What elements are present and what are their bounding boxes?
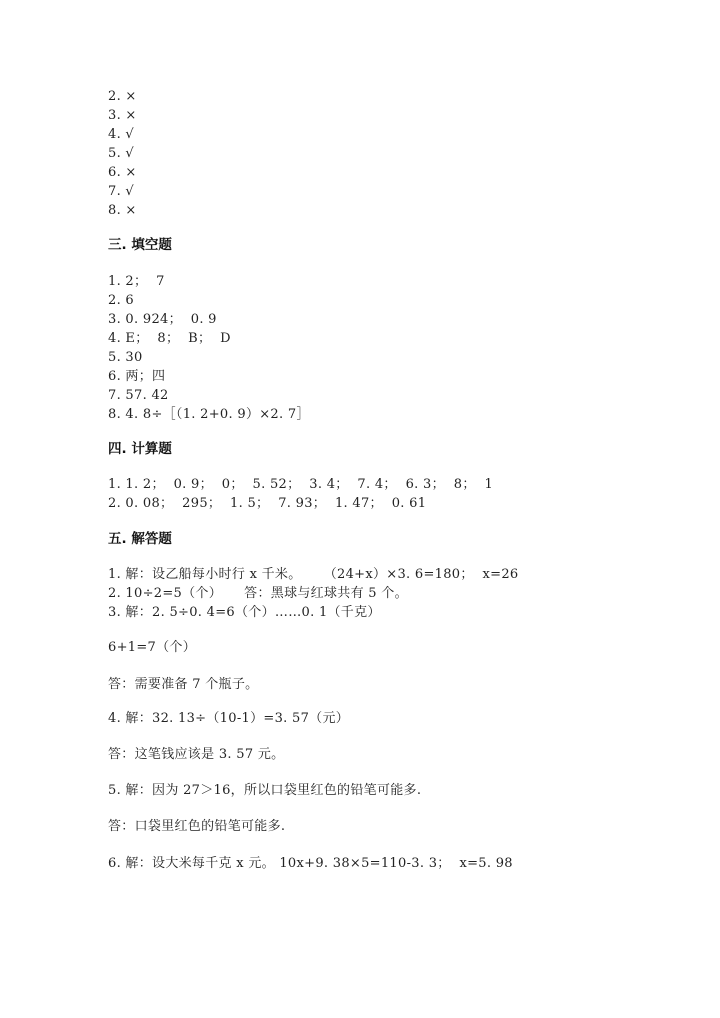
fill-answer-8: 8. 4. 8÷［（1. 2+0. 9）×2. 7］ (108, 407, 310, 422)
solution-5: 5. 解：因为 27＞16，所以口袋里红色的铅笔可能多. (108, 783, 422, 798)
section-heading-fill-blank: 三. 填空题 (108, 237, 172, 253)
judge-answer-3: 3. × (108, 108, 137, 123)
judge-answer-7: 7. √ (108, 184, 135, 199)
judge-answer-2: 2. × (108, 89, 137, 104)
judge-answer-8: 8. × (108, 203, 137, 218)
solution-6: 6. 解：设大米每千克 x 元。 10x+9. 38×5=110-3. 3； x=5. 98 (108, 856, 513, 871)
solution-1: 1. 解：设乙船每小时行 x 千米。 （24+x）×3. 6=180； x=26 (108, 567, 519, 582)
fill-answer-6: 6. 两；四 (108, 369, 166, 384)
calc-answer-1: 1. 1. 2； 0. 9； 0； 5. 52； 3. 4； 7. 4； 6. 3； 8； 1 (108, 477, 494, 492)
section-heading-word-problems: 五. 解答题 (108, 531, 172, 547)
calc-answer-2: 2. 0. 08； 295； 1. 5； 7. 93； 1. 47； 0. 61 (108, 496, 427, 511)
fill-answer-7: 7. 57. 42 (108, 388, 169, 403)
solution-5-answer: 答：口袋里红色的铅笔可能多. (108, 819, 286, 834)
fill-answer-2: 2. 6 (108, 293, 135, 308)
solution-2: 2. 10÷2=5（个） 答：黑球与红球共有 5 个。 (108, 586, 408, 601)
judge-answer-6: 6. × (108, 165, 137, 180)
judge-answer-5: 5. √ (108, 146, 135, 161)
judge-answer-4: 4. √ (108, 127, 135, 142)
fill-answer-3: 3. 0. 924； 0. 9 (108, 312, 217, 327)
solution-3-step-1: 3. 解：2. 5÷0. 4=6（个）……0. 1（千克） (108, 605, 381, 620)
solution-4: 4. 解：32. 13÷（10-1）=3. 57（元） (108, 711, 350, 726)
fill-answer-1: 1. 2； 7 (108, 274, 165, 289)
solution-3-step-2: 6+1=7（个） (108, 640, 196, 655)
fill-answer-5: 5. 30 (108, 350, 143, 365)
section-heading-calculation: 四. 计算题 (108, 441, 172, 457)
solution-3-answer: 答：需要准备 7 个瓶子。 (108, 677, 259, 692)
fill-answer-4: 4. E； 8； B； D (108, 331, 231, 346)
solution-4-answer: 答：这笔钱应该是 3. 57 元。 (108, 747, 285, 762)
